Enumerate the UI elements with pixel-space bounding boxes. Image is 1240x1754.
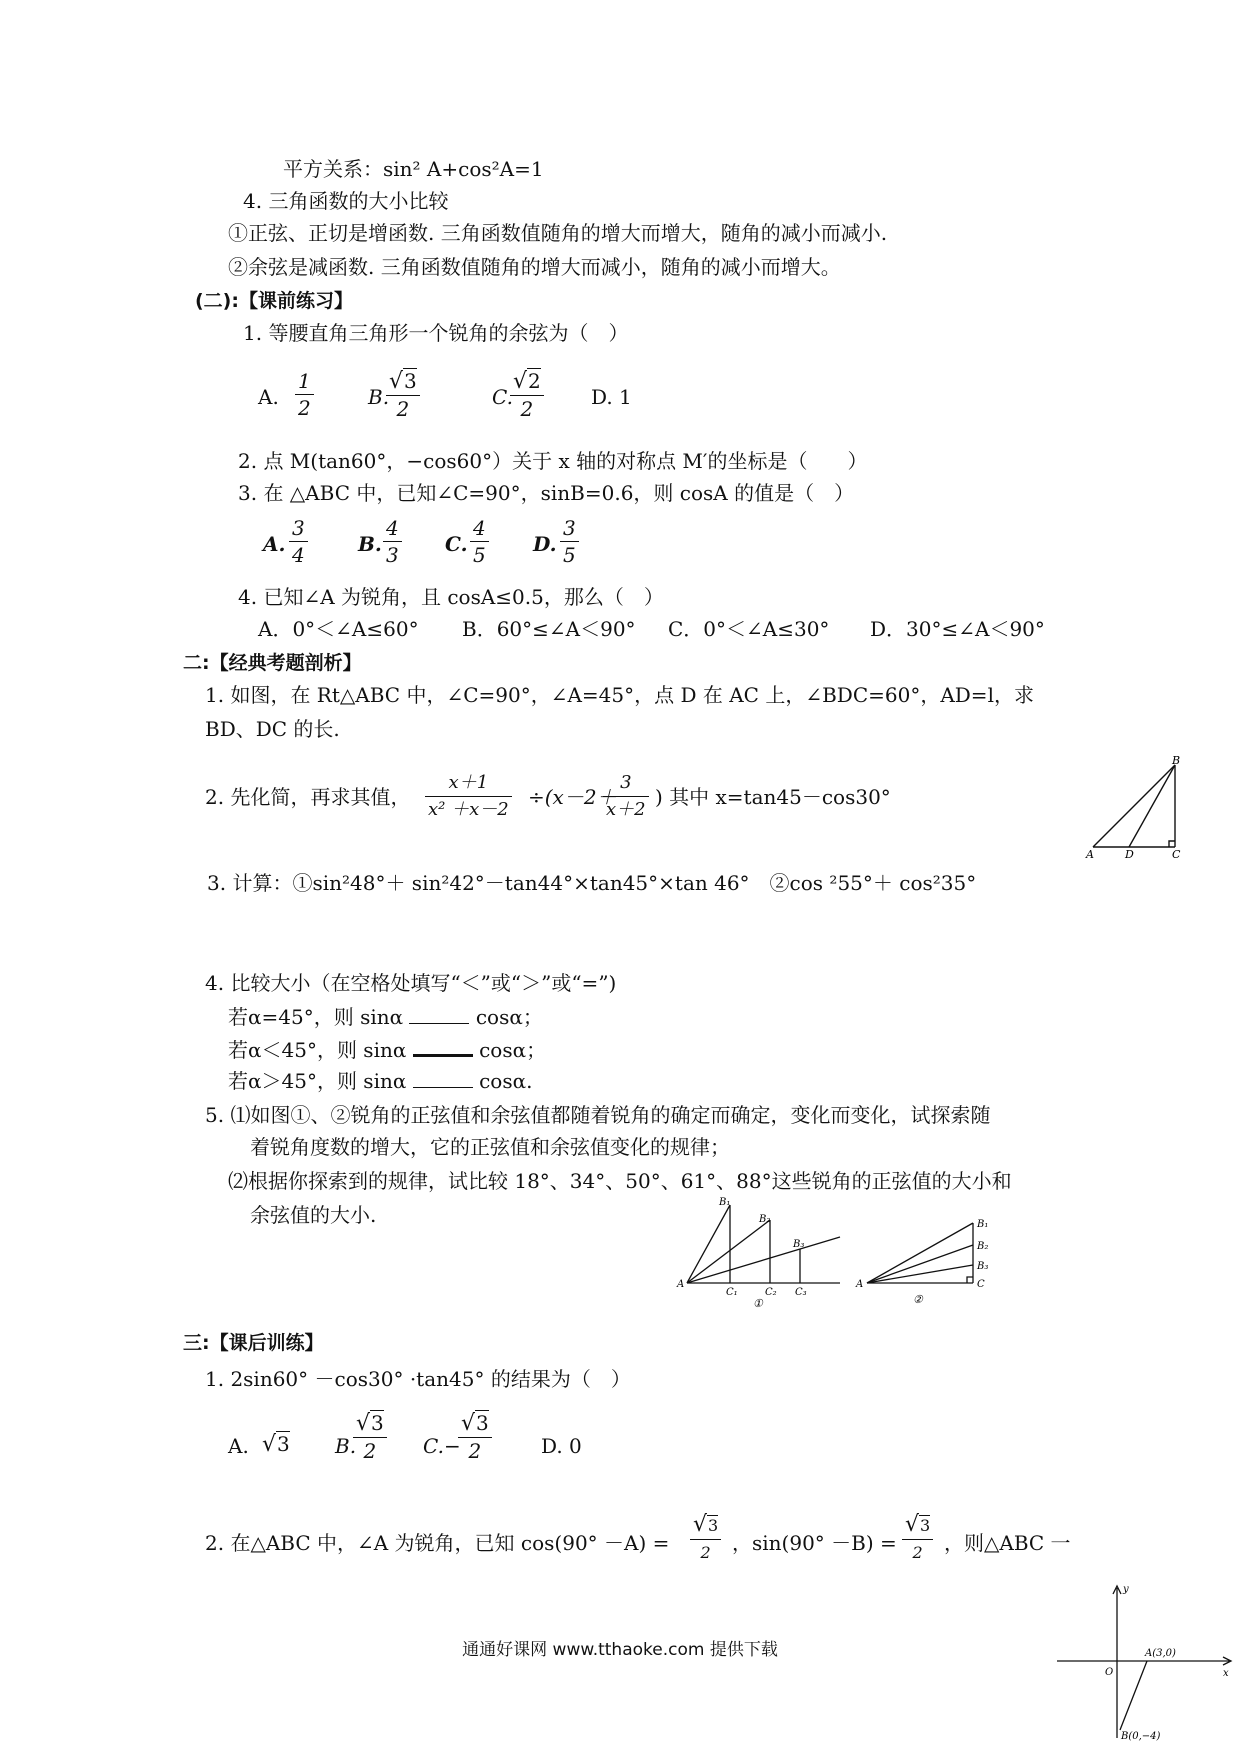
s2-q4-option-d: D．30°≤∠A＜90° — [870, 617, 1045, 641]
radicand: 3 — [371, 1411, 384, 1435]
s3-problem-2-divide: ÷(x－2＋ — [528, 785, 617, 809]
compare-b-prefix: 若α＜45°，则 sinα — [228, 1038, 407, 1062]
label-a: A — [856, 1279, 864, 1290]
fraction-denominator: 2 — [298, 396, 311, 420]
section-header-after-class: 三:【课后训练】 — [183, 1332, 324, 1354]
label-b2: B₂ — [759, 1214, 771, 1225]
label-a: A — [1086, 848, 1094, 860]
ray-ab1 — [687, 1205, 730, 1283]
compare-a-suffix: cosα； — [475, 1005, 543, 1029]
fraction-denominator: 3 — [386, 543, 399, 567]
label-c2: C₂ — [765, 1287, 777, 1298]
s3-problem-2-prefix: 2. 先化简，再求其值， — [205, 785, 411, 809]
s2-q1-option-b-fraction — [386, 368, 420, 422]
s4-question-2-suffix: ，则△ABC 一 — [944, 1531, 1071, 1555]
fraction-numerator: 3 — [289, 515, 308, 542]
s2-q3-option-c-label: C. — [445, 532, 468, 556]
fraction-numerator: √3 — [690, 1512, 721, 1540]
fraction-numerator: √3 — [902, 1512, 933, 1540]
compare-c-prefix: 若α＞45°，则 sinα — [228, 1069, 407, 1093]
s2-question-2: 2. 点 M(tan60°，−cos60°）关于 x 轴的对称点 M′的坐标是（ ） — [238, 449, 868, 473]
label-point-b: B(0,−4) — [1121, 1731, 1161, 1742]
ray-ab3 — [687, 1237, 840, 1283]
s2-question-4: 4. 已知∠A 为锐角，且 cosA≤0.5，那么（ ） — [238, 585, 664, 609]
section-header-classic-problems: 二:【经典考题剖析】 — [183, 652, 362, 674]
s2-q4-option-b: B．60°≤∠A＜90° — [462, 617, 636, 641]
s4-q1-option-d: D. 0 — [541, 1434, 582, 1458]
label-a: A — [677, 1279, 685, 1290]
fraction-numerator: √3 — [386, 368, 420, 396]
s2-q4-option-a: A．0°＜∠A≤60° — [258, 617, 419, 641]
fraction-numerator: √3 — [353, 1410, 387, 1438]
label-y: y — [1123, 1584, 1129, 1595]
fraction-numerator: 4 — [470, 515, 489, 542]
s3-problem-5-line2: 着锐角度数的增大，它的正弦值和余弦值变化的规律； — [250, 1135, 730, 1159]
label-c: C — [977, 1279, 985, 1290]
s2-q3-option-a-label: A. — [263, 532, 286, 556]
s3-problem-4-b — [228, 1036, 546, 1063]
s2-q3-option-b-fraction — [383, 515, 402, 568]
s3-problem-5-line4: 余弦值的大小. — [250, 1203, 377, 1227]
compare-c-suffix: cosα. — [479, 1069, 533, 1093]
label-c: C — [1172, 848, 1181, 860]
fraction-numerator: 3 — [560, 515, 579, 542]
fraction-denominator: x＋2 — [606, 799, 646, 820]
fraction-denominator: 5 — [473, 543, 486, 567]
s4-q1-option-a-sqrt: √3 — [262, 1432, 290, 1457]
s2-q3-option-d-label: D. — [533, 532, 557, 556]
s3-problem-4-c — [228, 1068, 532, 1094]
segment-ab — [1093, 765, 1175, 847]
fraction-numerator: 3 — [603, 770, 649, 797]
s3-problem-5-line1: 5. ⑴如图①、②锐角的正弦值和余弦值都随着锐角的确定而确定，变化而变化，试探索随 — [205, 1103, 991, 1127]
fraction-numerator: √2 — [510, 368, 544, 396]
item4-title: 4. 三角函数的大小比较 — [243, 189, 449, 213]
radicand: 2 — [528, 369, 541, 393]
ray-ab2 — [687, 1220, 770, 1283]
s3-problem-5-line3: ⑵根据你探索到的规律，试比较 18°、34°、50°、61°、88°这些锐角的正弦值的大小和 — [228, 1169, 1012, 1193]
label-b2: B₂ — [977, 1241, 989, 1252]
fraction-numerator: x＋1 — [425, 770, 512, 797]
label-b1: B₁ — [977, 1219, 989, 1230]
label-b3: B₃ — [793, 1239, 805, 1250]
page-footer: 通通好课网 www.tthaoke.com 提供下载 — [462, 1640, 778, 1660]
item4-decreasing: ②余弦是减函数. 三角函数值随角的增大而减小，随角的减小而增大。 — [228, 255, 841, 279]
compare-b-suffix: cosα； — [479, 1038, 547, 1062]
answer-blank-c[interactable] — [413, 1069, 473, 1088]
section-header-prelesson: (二):【课前练习】 — [195, 290, 353, 312]
label-b1: B₁ — [719, 1197, 731, 1208]
s4-question-2-middle: ，sin(90° －B) = — [732, 1531, 897, 1555]
s4-q2-fraction-2 — [902, 1512, 933, 1566]
item4-increasing: ①正弦、正切是增函数. 三角函数值随角的增大而增大，随角的减小而减小. — [228, 221, 888, 245]
fraction-numerator: 4 — [383, 515, 402, 542]
fraction-denominator: 2 — [912, 1543, 923, 1562]
radicand: 3 — [277, 1432, 290, 1456]
s3-problem-1-line2: BD、DC 的长. — [205, 717, 340, 741]
label-point-a: A(3,0) — [1145, 1648, 1176, 1659]
s2-q3-option-a-fraction — [289, 515, 308, 568]
label-x: x — [1223, 1668, 1229, 1679]
label-c3: C₃ — [795, 1287, 807, 1298]
s2-question-3: 3. 在 △ABC 中，已知∠C=90°，sinB=0.6，则 cosA 的值是（ ） — [238, 481, 855, 505]
fraction-numerator: √3 — [458, 1410, 492, 1438]
s4-q1-option-a-label: A. — [228, 1434, 249, 1458]
label-origin: O — [1105, 1667, 1114, 1678]
s2-q1-option-a-label: A. — [258, 385, 279, 409]
label-b: B — [1172, 755, 1181, 767]
fraction-numerator: 1 — [295, 368, 314, 395]
fraction-denominator: x² ＋x－2 — [428, 799, 509, 820]
figure-2 — [855, 1215, 1005, 1310]
s3-problem-2-fraction — [425, 770, 512, 823]
s2-question-1: 1. 等腰直角三角形一个锐角的余弦为（ ） — [243, 321, 629, 345]
fraction-denominator: 4 — [292, 543, 305, 567]
s2-q3-option-c-fraction — [470, 515, 489, 568]
radicand: 3 — [476, 1411, 489, 1435]
label-d: D — [1125, 848, 1134, 860]
s2-q1-option-a-fraction — [295, 368, 314, 421]
square-relation: 平方关系：sin² A+cos²A=1 — [283, 157, 544, 181]
s3-problem-2-fraction-2 — [603, 770, 649, 823]
s3-problem-1-line1: 1. 如图，在 Rt△ABC 中，∠C=90°，∠A=45°，点 D 在 AC 上，∠BDC=60°，AD=l，求 — [205, 683, 1034, 707]
s3-problem-3: 3. 计算：①sin²48°＋ sin²42°－tan44°×tan45°×tan 46° ②cos ²55°＋ cos²35° — [207, 871, 977, 895]
right-angle-mark — [1169, 841, 1175, 847]
segment-ab2 — [867, 1245, 973, 1283]
coordinate-figure — [1055, 1580, 1235, 1745]
s2-q1-option-d: D. 1 — [591, 385, 632, 409]
s2-q1-option-c-label: C. — [492, 385, 513, 409]
s2-q3-option-d-fraction — [560, 515, 579, 568]
segment-ab — [1120, 1661, 1147, 1730]
s2-q1-option-b-label: B. — [368, 385, 390, 409]
right-angle-mark — [967, 1277, 973, 1283]
radicand: 3 — [920, 1516, 931, 1535]
s2-q1-option-c-fraction — [510, 368, 544, 422]
fraction-denominator: 2 — [363, 1439, 377, 1463]
s4-q1-option-c-label: C.− — [423, 1434, 461, 1458]
answer-blank-a[interactable] — [409, 1005, 469, 1024]
s3-problem-2-suffix: ) 其中 x=tan45－cos30° — [655, 785, 891, 809]
compare-a-prefix: 若α=45°，则 sinα — [228, 1005, 404, 1029]
radicand: 3 — [404, 369, 417, 393]
label-c1: C₁ — [726, 1287, 738, 1298]
fraction-denominator: 2 — [396, 397, 410, 421]
s3-problem-4: 4. 比较大小（在空格处填写“＜”或“＞”或“=”) — [205, 971, 617, 995]
triangle-figure — [1085, 755, 1205, 860]
s2-q3-option-b-label: B. — [358, 532, 382, 556]
s2-q4-option-c: C．0°＜∠A≤30° — [668, 617, 830, 641]
fraction-denominator: 2 — [520, 397, 534, 421]
figure-2-label: ② — [913, 1293, 923, 1306]
s4-q2-fraction-1 — [690, 1512, 721, 1566]
segment-bd — [1129, 765, 1175, 847]
s4-question-1: 1. 2sin60° －cos30° ·tan45° 的结果为（ ） — [205, 1367, 631, 1391]
radicand: 3 — [708, 1516, 719, 1535]
fraction-denominator: 2 — [468, 1439, 482, 1463]
fraction-denominator: 5 — [563, 543, 576, 567]
fraction-denominator: 2 — [700, 1543, 711, 1562]
s3-problem-4-a — [228, 1004, 543, 1030]
s4-q1-option-b-fraction — [353, 1410, 387, 1464]
s4-q1-option-b-label: B. — [335, 1434, 357, 1458]
answer-blank-b[interactable] — [413, 1036, 473, 1057]
figure-1 — [675, 1195, 845, 1310]
figure-1-label: ① — [753, 1297, 763, 1310]
s4-q1-option-c-fraction — [458, 1410, 492, 1464]
label-b3: B₃ — [977, 1261, 989, 1272]
s4-question-2-prefix: 2. 在△ABC 中，∠A 为锐角，已知 cos(90° －A) = — [205, 1531, 670, 1555]
